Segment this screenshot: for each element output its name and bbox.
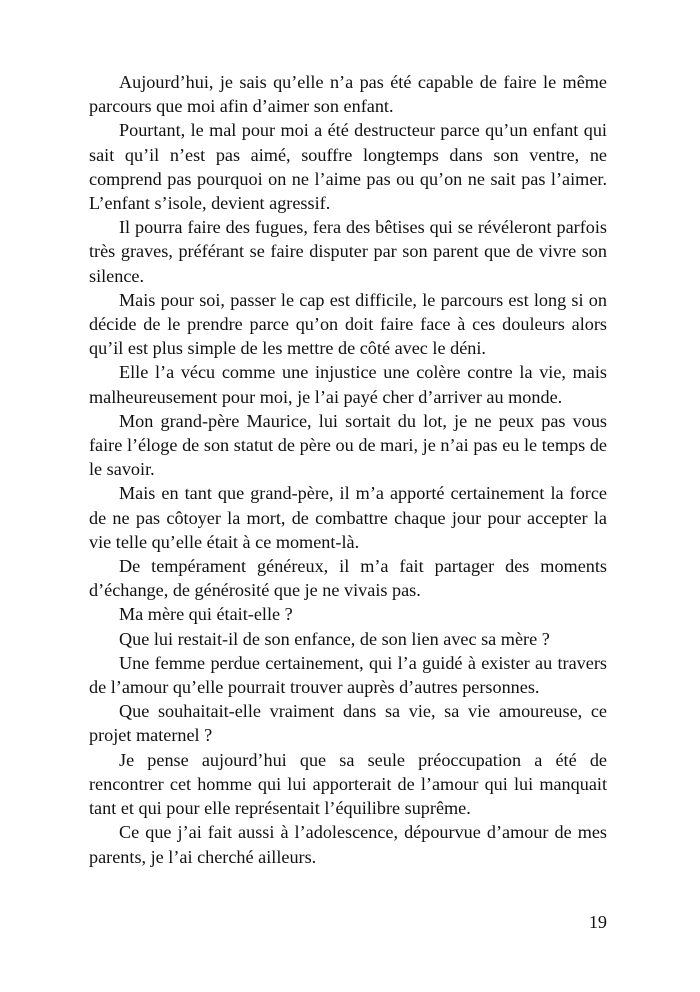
paragraph: Mon grand-père Maurice, lui sortait du lot, je ne peux pas vous faire l’éloge de son statut de père ou de mari, je n’ai pas eu le temps de le savoir. bbox=[89, 410, 607, 480]
paragraph: Ma mère qui était-elle ? bbox=[119, 604, 293, 625]
paragraph: Mais pour soi, passer le cap est difficile, le parcours est long si on décide de le prendre parce qu’on doit faire face à ces douleurs alors qu’il est plus simple de les mettre de côté avec le déni. bbox=[89, 289, 607, 359]
paragraph: De tempérament généreux, il m’a fait partager des moments d’échange, de générosité que je ne vivais pas. bbox=[89, 556, 607, 601]
paragraph: Je pense aujourd’hui que sa seule préoccupation a été de rencontrer cet homme qui lui apporterait de l’amour qui lui manquait tant et qui pour elle représentait l’équilibre suprême. bbox=[89, 749, 607, 819]
paragraph: Elle l’a vécu comme une injustice une colère contre la vie, mais malheureusement pour moi, je l’ai payé cher d’arriver au monde. bbox=[89, 362, 607, 407]
paragraph: Mais en tant que grand-père, il m’a apporté certainement la force de ne pas côtoyer la mort, de combattre chaque jour pour accepter la vie telle qu’elle était à ce moment-là. bbox=[89, 483, 607, 552]
paragraph: Aujourd’hui, je sais qu’elle n’a pas été capable de faire le même parcours que moi afin d’aimer son enfant. bbox=[89, 72, 607, 117]
paragraph: Ce que j’ai fait aussi à l’adolescence, dépourvue d’amour de mes parents, je l’ai cherché ailleurs. bbox=[89, 822, 607, 867]
paragraph: Il pourra faire des fugues, fera des bêtises qui se révéleront parfois très graves, préférant se faire disputer par son parent que de vivre son silence. bbox=[89, 217, 607, 286]
page-number: 19 bbox=[588, 912, 607, 932]
paragraph: Une femme perdue certainement, qui l’a guidé à exister au travers de l’amour qu’elle pourrait trouver auprès d’autres personnes. bbox=[89, 652, 607, 698]
paragraph: Que souhaitait-elle vraiment dans sa vie, sa vie amoureuse, ce projet maternel ? bbox=[89, 701, 607, 746]
paragraph: Pourtant, le mal pour moi a été destructeur parce qu’un enfant qui sait qu’il n’est pas aimé, souffre longtemps dans son ventre, ne comprend pas pourquoi on ne l’aime pas ou qu’on ne sait pas l’aimer. L’enfant s’isole, devient agressif. bbox=[89, 120, 607, 214]
page-body bbox=[89, 70, 607, 869]
paragraph: Que lui restait-il de son enfance, de son lien avec sa mère ? bbox=[119, 628, 550, 649]
